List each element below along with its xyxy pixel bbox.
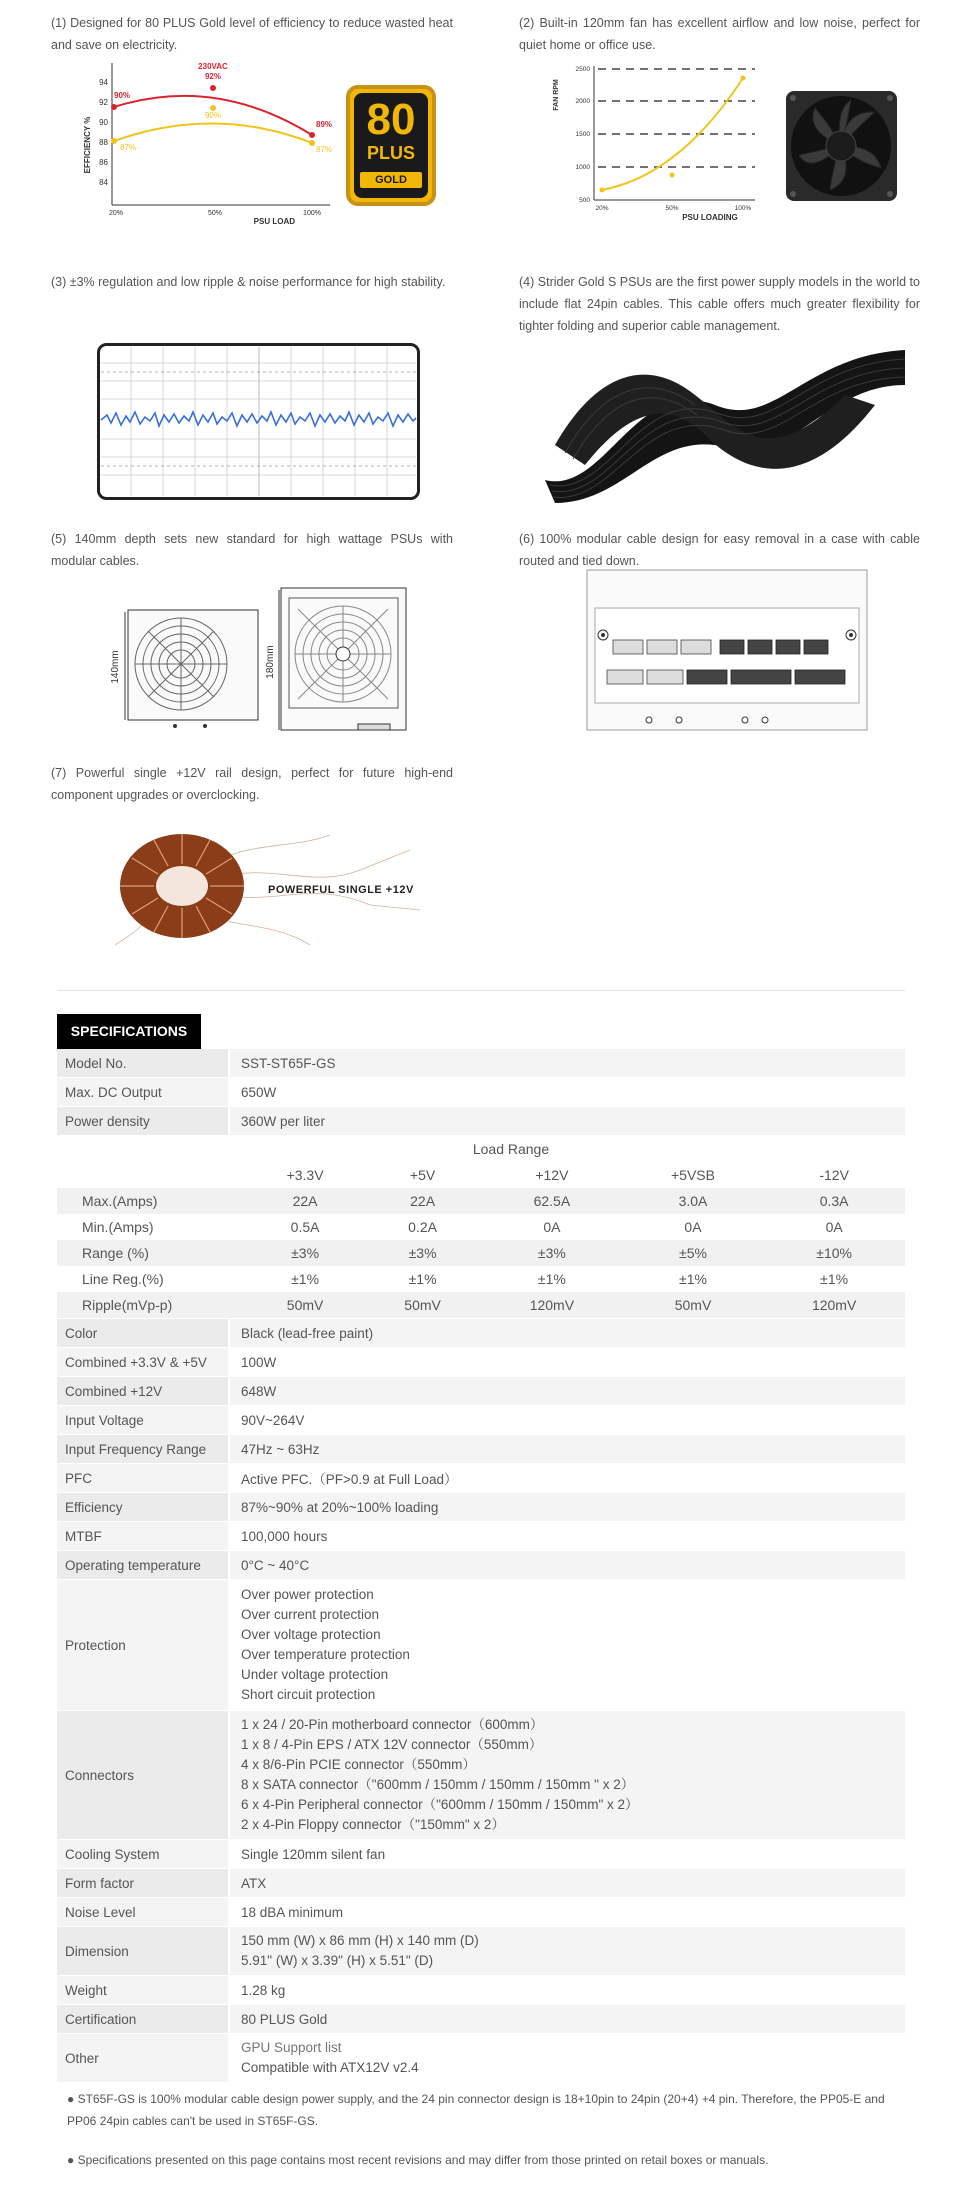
load-cell: 50mV [364, 1292, 481, 1318]
efficiency-ylabel: EFFICIENCY % [83, 116, 92, 174]
spec-value: 100W [229, 1348, 905, 1377]
spec-row-input-freq [57, 1435, 905, 1464]
spec-value: 650W [229, 1078, 905, 1107]
load-cell: ±3% [364, 1240, 481, 1266]
fan-xtick: 20% [595, 205, 609, 212]
note-modular: ● ST65F-GS is 100% modular cable design power supply, and the 24 pin connector design is 18+10pin to 24pin (20+4) +4 pin. Therefore, the PP05-E and PP06 24pin cables can't be used in ST65F-GS. [67, 2092, 885, 2128]
fan-ytick: 500 [579, 197, 590, 204]
spec-label: Form factor [57, 1869, 229, 1898]
spec-value: 18 dBA minimum [229, 1898, 905, 1927]
series-230-label: 230VAC [198, 62, 228, 71]
point-115 [309, 140, 315, 146]
spec-value [229, 1580, 905, 1711]
spec-label: Model No. [57, 1049, 229, 1078]
load-cell: ±1% [820, 1271, 849, 1287]
label-115-3: 87% [316, 145, 333, 154]
spec-row-load-range [57, 1136, 905, 1319]
width-label: 180mm [265, 645, 276, 679]
load-cell: ±1% [291, 1271, 320, 1287]
spec-value: Black (lead-free paint) [229, 1319, 905, 1348]
load-cell: ±10% [763, 1240, 905, 1266]
spec-row-combined-33-5 [57, 1348, 905, 1377]
spec-row-efficiency [57, 1493, 905, 1522]
spec-row-max-dc [57, 1078, 905, 1107]
fan-xtick: 100% [734, 205, 752, 212]
spec-label: Connectors [57, 1711, 229, 1840]
spec-value: SST-ST65F-GS [229, 1049, 905, 1078]
fan-image [785, 90, 898, 202]
label-230-1: 90% [114, 91, 131, 100]
spec-value [229, 1711, 905, 1840]
spec-label: Power density [57, 1107, 229, 1136]
spec-line: 2 x 4-Pin Floppy connector（"150mm" x 2） [241, 1817, 505, 1832]
fan-ylabel: FAN RPM [553, 79, 560, 111]
spec-row-noise [57, 1898, 905, 1927]
load-cell: 62.5A [481, 1188, 623, 1214]
spec-row-op-temp [57, 1551, 905, 1580]
feature-4-text: (4) Strider Gold S PSUs are the first power supply models in the world to include flat 24pin cables. This cable offers much greater flexibility for tighter folding and superior cable management. [519, 275, 920, 333]
spec-line: Over power protection [241, 1587, 374, 1602]
spec-row-mtbf [57, 1522, 905, 1551]
efficiency-chart [80, 55, 340, 225]
spec-row-combined-12 [57, 1377, 905, 1406]
load-row-label: Ripple(mVp-p) [57, 1292, 246, 1318]
section-divider [57, 990, 905, 991]
fan-xlabel: PSU LOADING [682, 213, 738, 222]
xtick: 50% [207, 210, 223, 217]
load-col: +5V [409, 1167, 436, 1183]
fan-ytick: 2000 [575, 98, 590, 105]
load-cell: 120mV [763, 1292, 905, 1318]
spec-label: Input Frequency Range [57, 1435, 229, 1464]
spec-label: Noise Level [57, 1898, 229, 1927]
rail-caption: POWERFUL SINGLE +12V [268, 884, 414, 896]
spec-line: Short circuit protection [241, 1687, 376, 1702]
xtick: 20% [108, 210, 124, 217]
ytick: 84 [99, 178, 108, 187]
spec-row-other [57, 2034, 905, 2083]
spec-value: 360W per liter [229, 1107, 905, 1136]
load-range-table [57, 1136, 905, 1318]
spec-row-protection [57, 1580, 905, 1711]
spec-value: 1.28 kg [229, 1976, 905, 2005]
spec-line: Under voltage protection [241, 1667, 389, 1682]
spec-value: 90V~264V [229, 1406, 905, 1435]
load-cell: ±1% [408, 1271, 437, 1287]
spec-line: 6 x 4-Pin Peripheral connector（"600mm / 150mm / 150mm" x 2） [241, 1797, 639, 1812]
feature-5-text: (5) 140mm depth sets new standard for high wattage PSUs with modular cables. [51, 532, 453, 568]
spec-row-connectors [57, 1711, 905, 1840]
load-cell: 50mV [246, 1292, 364, 1318]
spec-row-weight [57, 1976, 905, 2005]
point-230 [309, 132, 315, 138]
fan-xtick: 50% [665, 205, 679, 212]
badge-80: 80 [366, 95, 416, 144]
spec-label: PFC [57, 1464, 229, 1493]
spec-value: ATX [229, 1869, 905, 1898]
spec-label: Color [57, 1319, 229, 1348]
label-230-2: 92% [204, 72, 222, 81]
load-row-label: Max.(Amps) [57, 1188, 246, 1214]
spec-label: Certification [57, 2005, 229, 2034]
spec-row-dimension [57, 1927, 905, 1976]
spec-row-form [57, 1869, 905, 1898]
load-col: +5VSB [671, 1167, 715, 1183]
ytick: 88 [99, 138, 108, 147]
spec-value: Single 120mm silent fan [229, 1840, 905, 1869]
feature-7-text: (7) Powerful single +12V rail design, perfect for future high-end component upgrades or overclocking. [51, 766, 453, 802]
label-230-3: 89% [316, 120, 333, 129]
spec-label: Input Voltage [57, 1406, 229, 1435]
series-115-line [114, 123, 312, 143]
load-row-label: Line Reg.(%) [82, 1271, 164, 1287]
spec-row-pfc [57, 1464, 905, 1493]
spec-value: 87%~90% at 20%~100% loading [229, 1493, 905, 1522]
feature-3-text: (3) ±3% regulation and low ripple & noise performance for high stability. [51, 275, 446, 289]
ytick: 90 [99, 118, 108, 127]
gpu-support-link[interactable]: GPU Support list [241, 2040, 342, 2055]
spec-line: Over current protection [241, 1607, 380, 1622]
fan-ytick: 1500 [575, 131, 590, 138]
spec-value: 0°C ~ 40°C [229, 1551, 905, 1580]
note-specifications: ● Specifications presented on this page contains most recent revisions and may differ from those printed on retail boxes or manuals. [67, 2153, 769, 2167]
spec-line: 1 x 8 / 4-Pin EPS / ATX 12V connector（550mm） [241, 1737, 543, 1752]
load-cell: 0A [543, 1219, 561, 1235]
fan-rpm-chart [550, 60, 765, 225]
load-cell: ±1% [537, 1271, 566, 1287]
point-230 [111, 104, 117, 110]
spec-label: Weight [57, 1976, 229, 2005]
spec-value: 80 PLUS Gold [229, 2005, 905, 2034]
load-col: +3.3V [286, 1167, 324, 1183]
spec-label: Protection [57, 1580, 229, 1711]
spec-line: 150 mm (W) x 86 mm (H) x 140 mm (D) [241, 1933, 479, 1948]
xtick: 100% [303, 210, 321, 217]
load-range-title: Load Range [472, 1141, 550, 1157]
spec-line: 8 x SATA connector（"600mm / 150mm / 150mm / 150mm " x 2） [241, 1777, 635, 1792]
spec-line: 1 x 24 / 20-Pin motherboard connector（600mm） [241, 1717, 544, 1732]
spec-label: Dimension [57, 1927, 229, 1976]
load-cell: ±5% [623, 1240, 764, 1266]
badge-plus: PLUS [366, 143, 415, 163]
ytick: 86 [99, 158, 108, 167]
spec-label: Efficiency [57, 1493, 229, 1522]
load-col: +12V [535, 1167, 569, 1183]
load-cell: 0A [825, 1219, 843, 1235]
load-cell: 50mV [623, 1292, 764, 1318]
load-cell: 0.3A [763, 1188, 905, 1214]
modular-panel-drawing [585, 568, 870, 733]
spec-row-density [57, 1107, 905, 1136]
feature-2-text: (2) Built-in 120mm fan has excellent airflow and low noise, perfect for quiet home or office use. [519, 16, 920, 52]
spec-value: Active PFC.（PF>0.9 at Full Load） [229, 1464, 905, 1493]
load-row-label: Range (%) [57, 1240, 246, 1266]
spec-line: 5.91" (W) x 3.39" (H) x 5.51" (D) [241, 1953, 434, 1968]
spec-row-color [57, 1319, 905, 1348]
load-cell: ±3% [246, 1240, 364, 1266]
specifications-heading: SPECIFICATIONS [57, 1014, 201, 1049]
feature-1-text: (1) Designed for 80 PLUS Gold level of efficiency to reduce wasted heat and save on electricity. [51, 16, 453, 52]
ytick: 92 [99, 98, 108, 107]
fan-ytick: 1000 [575, 164, 590, 171]
load-cell: 22A [364, 1188, 481, 1214]
spec-label: Other [57, 2034, 229, 2083]
spec-label: Combined +3.3V & +5V [57, 1348, 229, 1377]
point-115 [111, 138, 117, 144]
load-cell: ±3% [481, 1240, 623, 1266]
spec-row-cooling [57, 1840, 905, 1869]
load-cell: 0.5A [290, 1219, 320, 1235]
load-col: -12V [819, 1167, 849, 1183]
depth-label: 140mm [110, 650, 121, 684]
spec-label: Combined +12V [57, 1377, 229, 1406]
load-cell: 120mV [481, 1292, 623, 1318]
spec-label: Operating temperature [57, 1551, 229, 1580]
psu-dimension-drawing [103, 572, 413, 737]
spec-line: Over voltage protection [241, 1627, 381, 1642]
spec-value: 100,000 hours [229, 1522, 905, 1551]
spec-line: Compatible with ATX12V v2.4 [241, 2060, 419, 2075]
spec-label: Cooling System [57, 1840, 229, 1869]
efficiency-xlabel: PSU LOAD [253, 217, 295, 225]
spec-row-cert [57, 2005, 905, 2034]
spec-row-input-voltage [57, 1406, 905, 1435]
spec-label: MTBF [57, 1522, 229, 1551]
load-row-label: Min.(Amps) [82, 1219, 154, 1235]
spec-row-model [57, 1049, 905, 1078]
load-cell: 0.2A [408, 1219, 437, 1235]
load-cell: ±1% [679, 1271, 707, 1287]
spec-value [229, 1927, 905, 1976]
ripple-scope-image [97, 343, 420, 500]
ytick: 94 [99, 78, 108, 87]
spec-value: 648W [229, 1377, 905, 1406]
80plus-gold-badge [346, 85, 436, 206]
load-cell: 3.0A [623, 1188, 764, 1214]
label-115-2: 90% [204, 111, 222, 120]
badge-gold: GOLD [360, 172, 422, 188]
label-115-1: 87% [120, 143, 137, 152]
spec-line: Over temperature protection [241, 1647, 410, 1662]
spec-value: 47Hz ~ 63Hz [229, 1435, 905, 1464]
fan-ytick: 2500 [575, 66, 590, 73]
point-230 [210, 85, 216, 91]
feature-6-text: (6) 100% modular cable design for easy removal in a case with cable routed and tied down. [519, 532, 920, 568]
spec-label: Max. DC Output [57, 1078, 229, 1107]
spec-value [229, 2034, 905, 2083]
specifications-table [57, 1049, 905, 2083]
flat-cable-image [545, 335, 905, 503]
load-cell: 0A [684, 1219, 702, 1235]
load-cell: 22A [246, 1188, 364, 1214]
spec-line: 4 x 8/6-Pin PCIE connector（550mm） [241, 1757, 476, 1772]
